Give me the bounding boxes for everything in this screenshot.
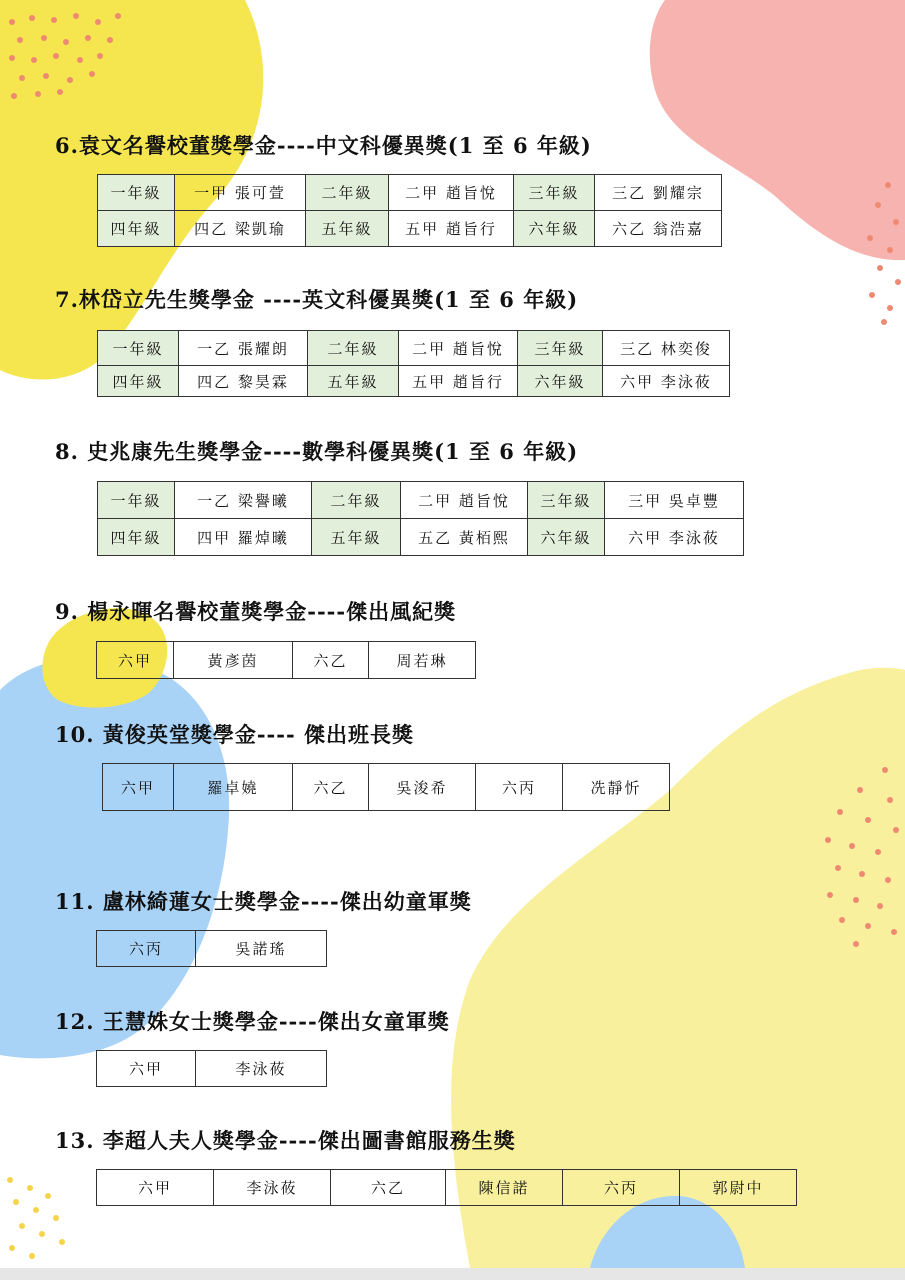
student-cell: 周若琳	[369, 642, 476, 679]
grade-cell: 二年級	[308, 331, 399, 366]
section-table-8	[97, 481, 744, 556]
section-title-11: 11. 盧林綺蓮女士獎學金----傑出幼童軍獎	[55, 889, 472, 914]
class-cell: 六甲	[97, 1170, 214, 1206]
section-table-9	[96, 641, 476, 679]
class-cell: 六甲	[97, 1051, 196, 1087]
student-cell: 四乙 梁凱瑜	[175, 211, 306, 247]
class-cell: 六丙	[476, 764, 563, 811]
class-cell: 六乙	[293, 642, 369, 679]
student-cell: 郭尉中	[680, 1170, 797, 1206]
student-cell: 五乙 黃栢熙	[401, 519, 528, 556]
class-cell: 六甲	[97, 642, 174, 679]
student-cell: 五甲 趙旨行	[399, 366, 518, 397]
grade-cell: 三年級	[514, 175, 595, 211]
section-table-7	[97, 330, 730, 397]
class-cell: 六乙	[331, 1170, 446, 1206]
grade-cell: 四年級	[98, 366, 179, 397]
student-cell: 五甲 趙旨行	[389, 211, 514, 247]
student-cell: 一乙 張耀朗	[179, 331, 308, 366]
student-cell: 黃彥茵	[174, 642, 293, 679]
class-cell: 六丙	[563, 1170, 680, 1206]
page-bottom-edge	[0, 1268, 905, 1280]
class-cell: 六乙	[293, 764, 369, 811]
section-table-11	[96, 930, 327, 967]
section-title-13: 13. 李超人夫人獎學金----傑出圖書館服務生獎	[55, 1128, 516, 1153]
student-cell: 冼靜忻	[563, 764, 670, 811]
grade-cell: 一年級	[98, 331, 179, 366]
student-cell: 李泳莜	[214, 1170, 331, 1206]
student-cell: 三甲 吳卓豐	[605, 482, 744, 519]
student-cell: 二甲 趙旨悅	[389, 175, 514, 211]
grade-cell: 四年級	[98, 519, 175, 556]
student-cell: 六乙 翁浩嘉	[595, 211, 722, 247]
grade-cell: 六年級	[518, 366, 603, 397]
student-cell: 六甲 李泳莜	[603, 366, 730, 397]
section-table-12	[96, 1050, 327, 1087]
student-cell: 四乙 黎昊霖	[179, 366, 308, 397]
section-title-10: 10. 黃俊英堂獎學金---- 傑出班長獎	[55, 722, 415, 747]
class-cell: 六甲	[103, 764, 174, 811]
section-table-6	[97, 174, 722, 247]
student-cell: 二甲 趙旨悅	[399, 331, 518, 366]
student-cell: 羅卓嬈	[174, 764, 293, 811]
section-table-13	[96, 1169, 797, 1206]
grade-cell: 六年級	[528, 519, 605, 556]
student-cell: 一甲 張可萱	[175, 175, 306, 211]
student-cell: 六甲 李泳莜	[605, 519, 744, 556]
section-title-8: 8. 史兆康先生獎學金----數學科優異獎(1 至 6 年級)	[55, 439, 579, 464]
student-cell: 三乙 林奕俊	[603, 331, 730, 366]
grade-cell: 四年級	[98, 211, 175, 247]
grade-cell: 六年級	[514, 211, 595, 247]
grade-cell: 一年級	[98, 482, 175, 519]
student-cell: 三乙 劉耀宗	[595, 175, 722, 211]
grade-cell: 三年級	[518, 331, 603, 366]
student-cell: 吳諾瑤	[196, 931, 327, 967]
grade-cell: 五年級	[312, 519, 401, 556]
section-title-9: 9. 楊永暉名譽校董獎學金----傑出風紀獎	[55, 599, 457, 624]
grade-cell: 五年級	[306, 211, 389, 247]
section-title-6: 6.袁文名譽校董獎學金----中文科優異獎(1 至 6 年級)	[55, 133, 592, 158]
student-cell: 二甲 趙旨悅	[401, 482, 528, 519]
grade-cell: 一年級	[98, 175, 175, 211]
student-cell: 四甲 羅焯曦	[175, 519, 312, 556]
section-table-10	[102, 763, 670, 811]
student-cell: 吳浚希	[369, 764, 476, 811]
grade-cell: 三年級	[528, 482, 605, 519]
section-title-7: 7.林岱立先生獎學金 ----英文科優異獎(1 至 6 年級)	[55, 287, 579, 312]
grade-cell: 二年級	[306, 175, 389, 211]
grade-cell: 二年級	[312, 482, 401, 519]
grade-cell: 五年級	[308, 366, 399, 397]
student-cell: 陳信諾	[446, 1170, 563, 1206]
student-cell: 李泳莜	[196, 1051, 327, 1087]
class-cell: 六丙	[97, 931, 196, 967]
section-title-12: 12. 王慧姝女士獎學金----傑出女童軍獎	[55, 1009, 450, 1034]
student-cell: 一乙 梁譽曦	[175, 482, 312, 519]
